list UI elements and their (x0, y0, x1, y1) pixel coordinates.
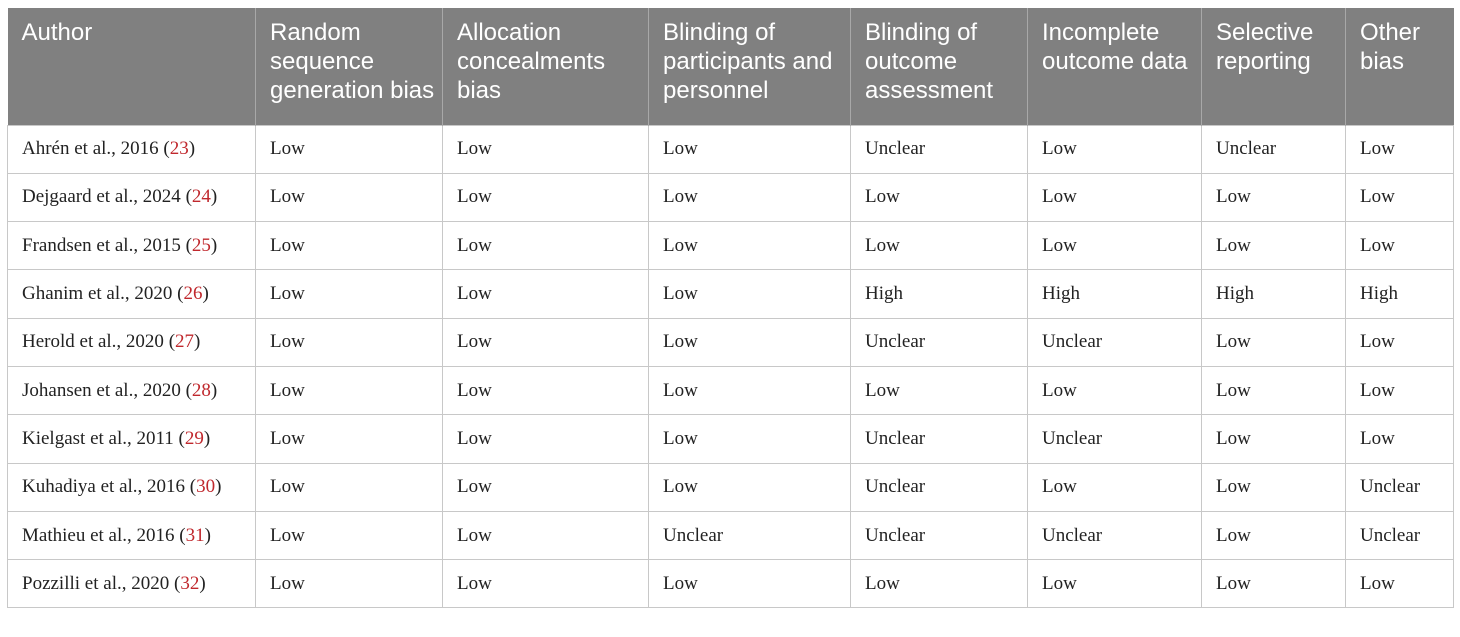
ref-close-paren: ) (199, 572, 206, 594)
bias-rating-cell: Low (256, 511, 443, 559)
bias-rating-cell: Low (1346, 366, 1454, 414)
reference-link[interactable]: 27 (175, 331, 195, 353)
bias-rating-cell: Low (256, 318, 443, 366)
bias-rating-cell: Low (256, 366, 443, 414)
ref-open-paren: ( (158, 138, 170, 160)
bias-rating-cell: Low (649, 125, 851, 173)
bias-rating-cell: Low (851, 560, 1028, 608)
bias-rating-cell: Low (1346, 318, 1454, 366)
ref-close-paren: ) (210, 379, 218, 401)
author-name: Kielgast et al., 2011 (22, 427, 174, 449)
author-name: Johansen et al., 2020 (22, 379, 181, 401)
bias-rating-cell: Low (256, 560, 443, 608)
author-cell (8, 366, 256, 414)
ref-open-paren: ( (174, 524, 186, 546)
author-cell (8, 560, 256, 608)
ref-open-paren: ( (163, 331, 176, 353)
ref-open-paren: ( (173, 427, 185, 449)
bias-rating-cell: Low (649, 318, 851, 366)
bias-rating-cell: Low (1202, 366, 1346, 414)
bias-rating-cell: Low (1202, 415, 1346, 463)
ref-close-paren: ) (188, 138, 196, 160)
bias-rating-cell: Low (1346, 560, 1454, 608)
ref-open-paren: ( (169, 572, 181, 594)
bias-rating-cell: Low (1346, 173, 1454, 221)
author-cell (8, 415, 256, 463)
bias-rating-cell: Low (443, 173, 649, 221)
bias-rating-cell: Unclear (1028, 318, 1202, 366)
bias-rating-cell: Unclear (851, 318, 1028, 366)
column-header: Incomplete outcome data (1028, 8, 1202, 125)
author-name: Ahrén et al., 2016 (22, 138, 159, 160)
bias-rating-cell: Low (443, 318, 649, 366)
bias-rating-cell: Low (443, 366, 649, 414)
ref-open-paren: ( (180, 379, 192, 401)
bias-rating-cell: Low (649, 560, 851, 608)
table-body (8, 125, 1454, 608)
author-name: Ghanim et al., 2020 (22, 283, 173, 305)
column-header: Blinding of participants and personnel (649, 8, 851, 125)
bias-rating-cell: Low (443, 125, 649, 173)
ref-close-paren: ) (194, 331, 201, 353)
table-row (8, 270, 1454, 318)
ref-close-paren: ) (204, 524, 211, 546)
author-cell (8, 511, 256, 559)
table-row (8, 318, 1454, 366)
column-header: Other bias (1346, 8, 1454, 125)
column-header: Selective reporting (1202, 8, 1346, 125)
bias-rating-cell: Low (1202, 511, 1346, 559)
bias-rating-cell: Low (851, 222, 1028, 270)
bias-rating-cell: Unclear (851, 415, 1028, 463)
ref-open-paren: ( (180, 186, 192, 208)
ref-open-paren: ( (172, 283, 184, 305)
table-row (8, 415, 1454, 463)
table-row (8, 173, 1454, 221)
bias-rating-cell: High (1346, 270, 1454, 318)
bias-rating-cell: Low (649, 270, 851, 318)
bias-rating-cell: Unclear (851, 511, 1028, 559)
ref-open-paren: ( (180, 234, 192, 256)
author-cell (8, 125, 256, 173)
reference-link[interactable]: 30 (196, 476, 216, 498)
column-header: Random sequence generation bias (256, 8, 443, 125)
ref-close-paren: ) (202, 283, 209, 305)
table-row (8, 560, 1454, 608)
bias-rating-cell: Low (1202, 560, 1346, 608)
ref-open-paren: ( (185, 476, 197, 498)
bias-rating-cell: Low (851, 173, 1028, 221)
bias-rating-cell: High (851, 270, 1028, 318)
bias-rating-cell: Low (1346, 222, 1454, 270)
bias-rating-cell: Low (1346, 415, 1454, 463)
bias-rating-cell: Low (851, 366, 1028, 414)
reference-link[interactable]: 26 (183, 283, 203, 305)
bias-rating-cell: Low (1202, 173, 1346, 221)
table-row (8, 125, 1454, 173)
bias-rating-cell: Unclear (851, 463, 1028, 511)
bias-rating-cell: Low (256, 173, 443, 221)
bias-rating-cell: Low (1202, 222, 1346, 270)
bias-rating-cell: Low (443, 222, 649, 270)
ref-close-paren: ) (210, 234, 218, 256)
reference-link[interactable]: 23 (169, 138, 189, 160)
bias-rating-cell: Unclear (649, 511, 851, 559)
column-header: Blinding of outcome assessment (851, 8, 1028, 125)
author-name: Herold et al., 2020 (22, 331, 164, 353)
bias-rating-cell: High (1202, 270, 1346, 318)
bias-rating-cell: Low (256, 415, 443, 463)
reference-link[interactable]: 29 (184, 427, 204, 449)
author-cell (8, 173, 256, 221)
author-name: Frandsen et al., 2015 (22, 234, 181, 256)
reference-link[interactable]: 28 (191, 379, 211, 401)
bias-rating-cell: Low (649, 173, 851, 221)
bias-rating-cell: Low (443, 560, 649, 608)
bias-rating-cell: Unclear (1028, 511, 1202, 559)
ref-close-paren: ) (203, 427, 211, 449)
bias-rating-cell: Low (649, 366, 851, 414)
bias-rating-cell: Low (649, 463, 851, 511)
ref-close-paren: ) (210, 186, 218, 208)
bias-rating-cell: Low (256, 222, 443, 270)
bias-rating-cell: Unclear (851, 125, 1028, 173)
bias-rating-cell: Low (1202, 463, 1346, 511)
reference-link[interactable]: 24 (191, 186, 211, 208)
table-row (8, 222, 1454, 270)
author-name: Pozzilli et al., 2020 (22, 572, 170, 594)
bias-rating-cell: Low (1028, 560, 1202, 608)
author-name: Dejgaard et al., 2024 (22, 186, 181, 208)
bias-rating-cell: Low (1346, 125, 1454, 173)
risk-of-bias-table (7, 8, 1454, 608)
table-row (8, 463, 1454, 511)
bias-rating-cell: Low (443, 463, 649, 511)
ref-close-paren: ) (215, 476, 222, 498)
column-header: Author (8, 8, 256, 125)
author-cell (8, 222, 256, 270)
bias-rating-cell: Unclear (1202, 125, 1346, 173)
bias-rating-cell: Low (1028, 366, 1202, 414)
bias-rating-cell: Low (1028, 125, 1202, 173)
bias-rating-cell: Low (1028, 463, 1202, 511)
bias-rating-cell: Unclear (1346, 463, 1454, 511)
author-cell (8, 463, 256, 511)
author-cell (8, 318, 256, 366)
table-header-row (8, 8, 1454, 125)
author-name: Kuhadiya et al., 2016 (22, 476, 186, 498)
table-row (8, 511, 1454, 559)
bias-rating-cell: Low (443, 511, 649, 559)
bias-rating-cell: Low (649, 222, 851, 270)
bias-rating-cell: Low (1028, 222, 1202, 270)
bias-rating-cell: Low (649, 415, 851, 463)
bias-rating-cell: Unclear (1028, 415, 1202, 463)
reference-link[interactable]: 32 (180, 572, 200, 594)
bias-rating-cell: Low (256, 270, 443, 318)
risk-of-bias-table-container (7, 8, 1453, 608)
author-cell (8, 270, 256, 318)
bias-rating-cell: Low (256, 463, 443, 511)
bias-rating-cell: Low (443, 415, 649, 463)
reference-link[interactable]: 31 (185, 524, 205, 546)
bias-rating-cell: Low (443, 270, 649, 318)
bias-rating-cell: Low (1202, 318, 1346, 366)
reference-link[interactable]: 25 (191, 234, 211, 256)
bias-rating-cell: High (1028, 270, 1202, 318)
table-row (8, 366, 1454, 414)
bias-rating-cell: Low (1028, 173, 1202, 221)
bias-rating-cell: Low (256, 125, 443, 173)
bias-rating-cell: Unclear (1346, 511, 1454, 559)
column-header: Allocation concealments bias (443, 8, 649, 125)
author-name: Mathieu et al., 2016 (22, 524, 175, 546)
